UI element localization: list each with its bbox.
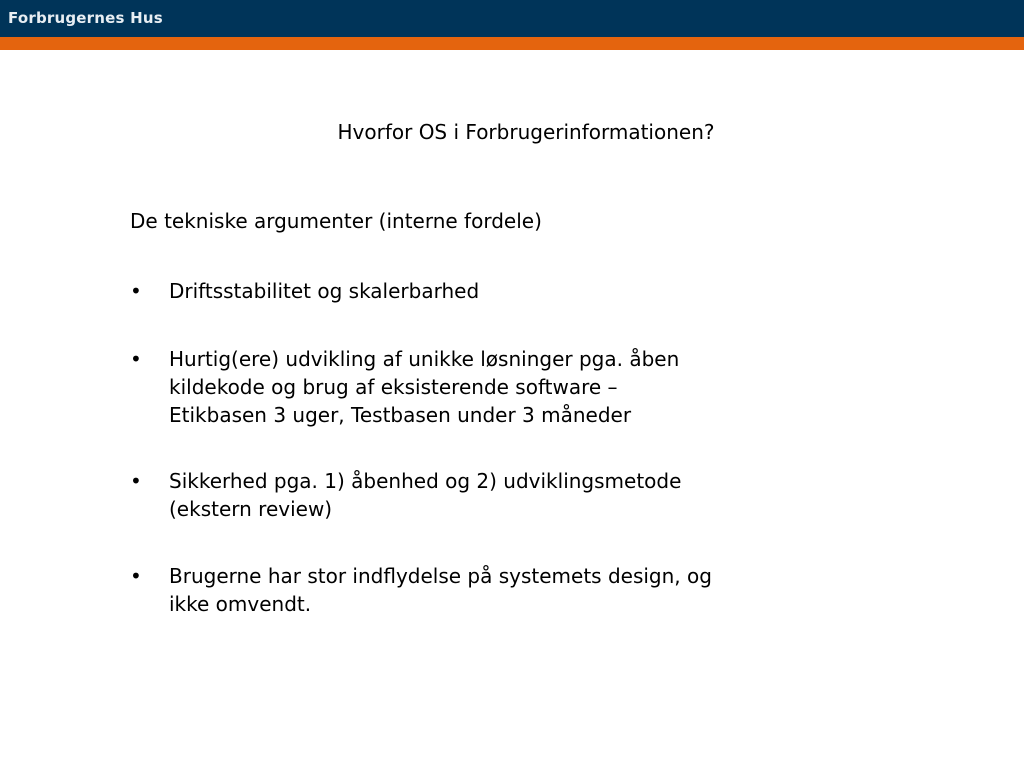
header-bar	[0, 0, 1024, 37]
slide-subtitle: De tekniske argumenter (interne fordele)	[130, 209, 542, 233]
bullet-line: kildekode og brug af eksisterende software –	[169, 375, 618, 399]
bullet-line: Hurtig(ere) udvikling af unikke løsninger pga. åben	[169, 347, 680, 371]
slide-title: Hvorfor OS i Forbrugerinformationen?	[337, 120, 715, 144]
bullet-line: Brugerne har stor indflydelse på systemets design, og	[169, 564, 712, 588]
bullet-line: Etikbasen 3 uger, Testbasen under 3 måneder	[169, 403, 632, 427]
bullet-text	[169, 562, 890, 618]
brand-logo: Forbrugernes Hus	[8, 9, 163, 27]
bullet-item	[130, 562, 890, 618]
bullet-line: Driftsstabilitet og skalerbarhed	[169, 279, 480, 303]
bullet-dot: •	[130, 279, 142, 303]
bullet-item	[130, 277, 890, 305]
bullet-dot: •	[130, 564, 142, 588]
accent-stripe	[0, 37, 1024, 50]
bullet-dot: •	[130, 469, 142, 493]
bullet-dot: •	[130, 347, 142, 371]
bullet-text	[169, 467, 890, 523]
bullet-item	[130, 345, 890, 429]
bullet-item	[130, 467, 890, 523]
bullet-text	[169, 277, 890, 305]
bullet-line: Sikkerhed pga. 1) åbenhed og 2) udviklingsmetode	[169, 469, 682, 493]
bullet-line: ikke omvendt.	[169, 592, 312, 616]
bullet-line: (ekstern review)	[169, 497, 333, 521]
bullet-text	[169, 345, 890, 429]
